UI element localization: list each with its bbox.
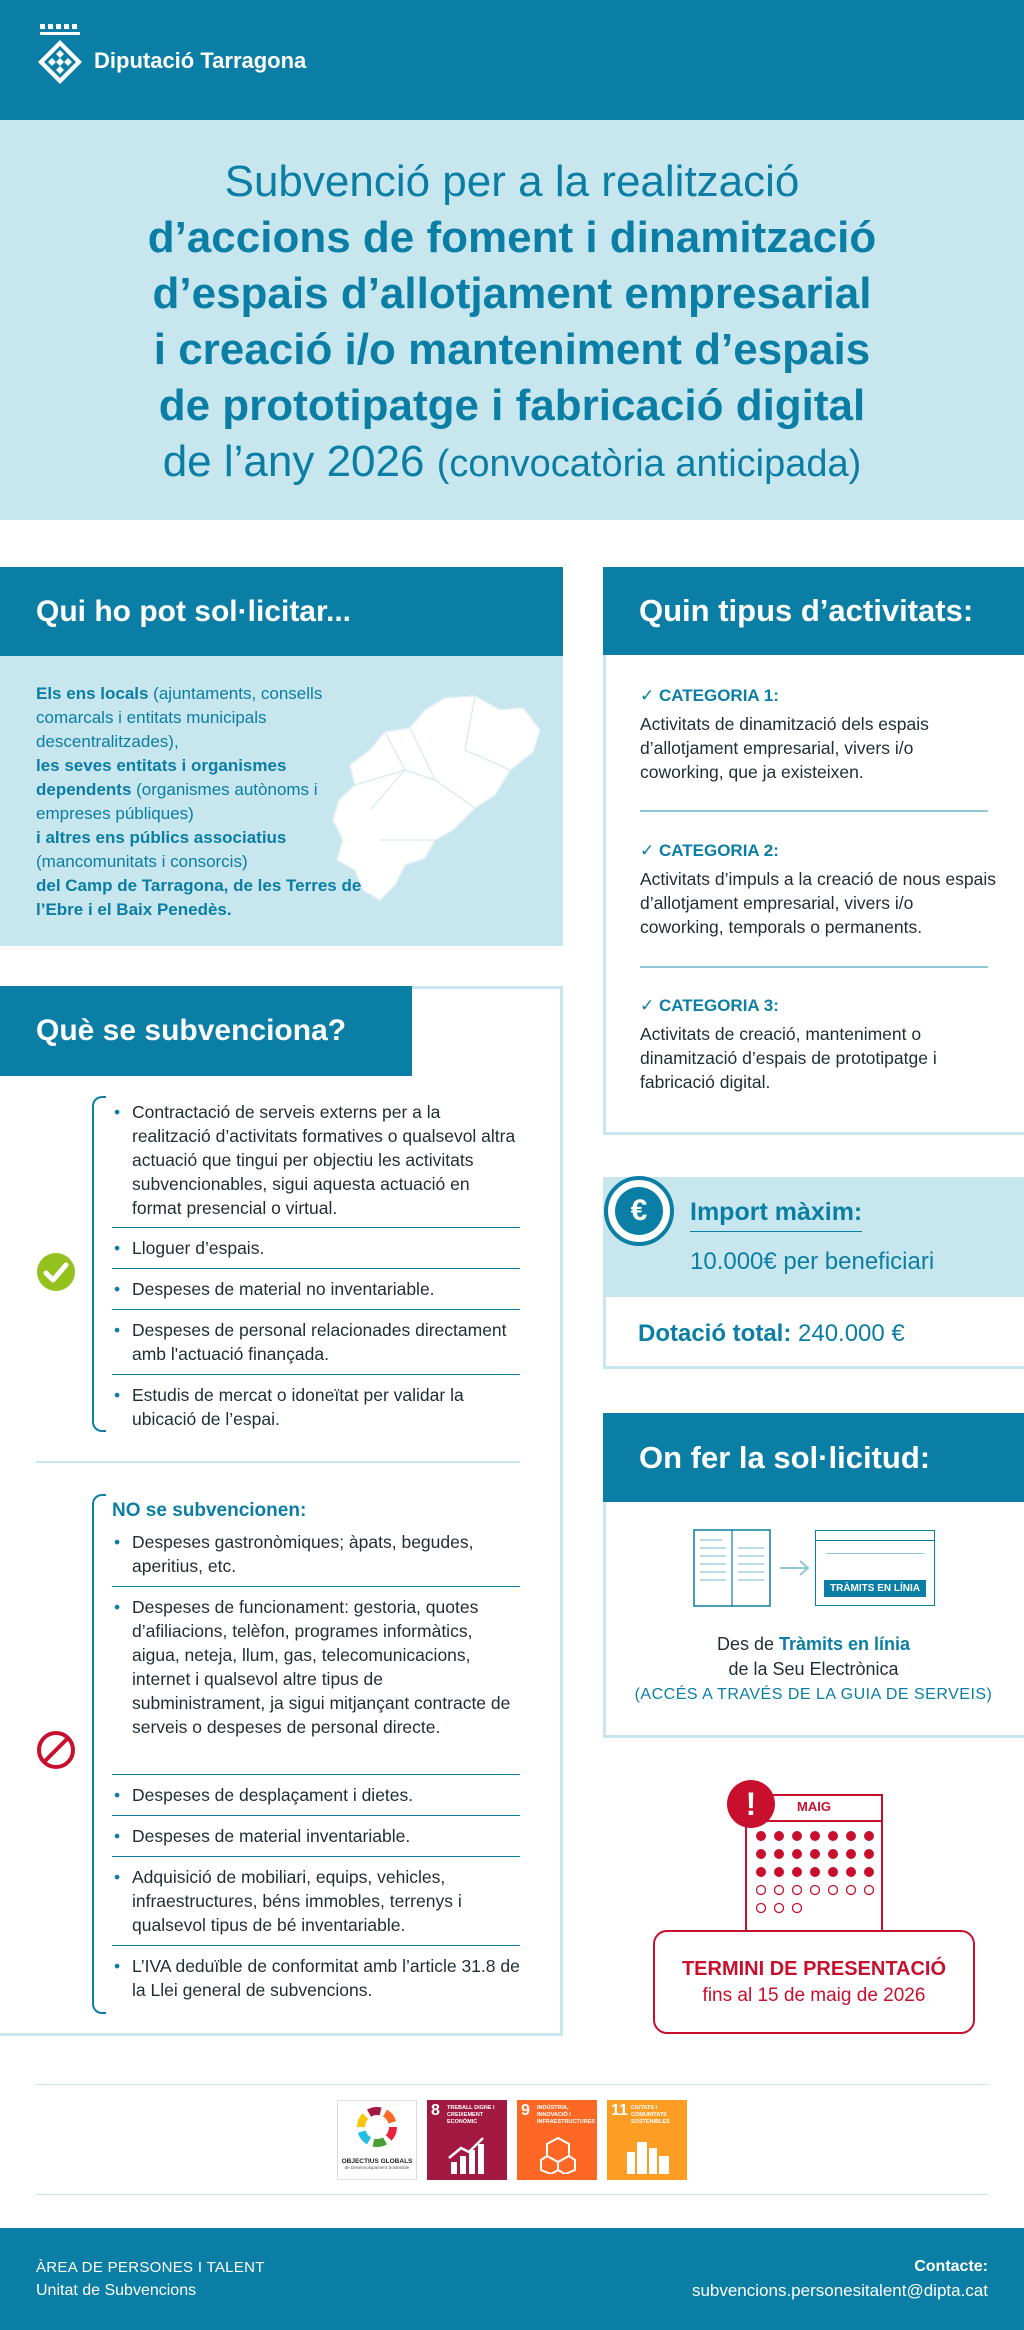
no-divider xyxy=(112,1945,520,1946)
calendar-month: MAIG xyxy=(747,1796,881,1822)
no-item: • Adquisició de mobiliari, equips, vehicles, infraestructures, béns immobles, terrenys i qualsevol tipus de bé inventariable. xyxy=(132,1865,520,1937)
sdg-label: TREBALL DIGNE I CREIXEMENT ECONÒMIC xyxy=(447,2105,495,2125)
no-divider xyxy=(112,1815,520,1816)
sdg-label: INDÚSTRIA, INNOVACIÓ I INFRAESTRUCTURES xyxy=(537,2105,596,2125)
termini-date: fins al 15 de maig de 2026 xyxy=(702,1985,926,2006)
no-divider xyxy=(112,1856,520,1857)
qui-ens-locals: Els ens locals xyxy=(36,684,149,703)
yes-bracket xyxy=(92,1096,106,1432)
no-divider xyxy=(112,1586,520,1587)
qui-entitats: les seves entitats i organismes dependents xyxy=(36,756,287,799)
qui-text xyxy=(36,682,376,922)
sdg-8-badge xyxy=(427,2100,507,2180)
euro-symbol: € xyxy=(615,1187,663,1235)
que-divider xyxy=(112,1227,520,1228)
sdg-wheel-icon xyxy=(338,2101,416,2153)
dotacio-label: Dotació total: xyxy=(638,1320,792,1347)
footer-unit: Unitat de Subvencions xyxy=(36,2282,197,2299)
euro-icon xyxy=(604,1176,674,1246)
que-item: • Lloguer d’espais. xyxy=(132,1236,520,1260)
qui-entitats-desc: (organismes autònoms i empreses públiques) xyxy=(36,780,318,823)
on-line-1 xyxy=(603,1632,1024,1657)
browser-bar xyxy=(816,1531,934,1541)
title-line-4: i creació i/o manteniment d’espais xyxy=(153,325,871,374)
sdg-global-logo xyxy=(337,2100,417,2180)
category-3 xyxy=(640,996,1000,1094)
diamond-grid-logo xyxy=(34,22,86,88)
header-bar xyxy=(0,0,1024,120)
no-item: • L’IVA deduïble de conformitat amb l’article 31.8 de la Llei general de subvencions. xyxy=(132,1954,520,2002)
import-heading: Import màxim: xyxy=(690,1198,862,1232)
footer-contact-label: Contacte: xyxy=(914,2258,988,2275)
sdg-global-title: OBJECTIUS GLOBALS xyxy=(341,2158,413,2165)
category-desc: Activitats d’impuls a la creació de nous espais d’allotjament empresarial, vivers i/o coworking, temporals o permanents. xyxy=(640,869,997,937)
title-line-2: d’accions de foment i dinamització xyxy=(147,213,877,262)
dotacio-value: 240.000 € xyxy=(791,1320,905,1347)
qui-territori: del Camp de Tarragona, de les Terres de l’Ebre i el Baix Penedès. xyxy=(36,876,362,919)
sdg-num: 11 xyxy=(611,2102,628,2119)
category-title: ✓ CATEGORIA 3: xyxy=(640,996,779,1015)
title-anticipada: (convocatòria anticipada) xyxy=(436,443,862,485)
import-unit: € xyxy=(763,1248,777,1275)
sdg-9-badge xyxy=(517,2100,597,2180)
no-item: • Despeses de material inventariable. xyxy=(132,1824,520,1848)
no-item: • Despeses gastronòmiques; àpats, begudes, aperitius, etc. xyxy=(132,1530,520,1578)
title-line-6 xyxy=(0,434,1024,492)
category-1 xyxy=(640,686,1000,784)
no-item: • Despeses de desplaçament i dietes. xyxy=(132,1783,520,1807)
on-line-3[interactable]: (ACCÉS A TRAVÉS DE LA GUIA DE SERVEIS) xyxy=(634,1686,993,1703)
title-year: de l’any 2026 xyxy=(162,437,425,486)
qui-altres: i altres ens públics associatius xyxy=(36,828,287,847)
sdg-global-sub: de Desenvolupament Sostenible xyxy=(344,2165,410,2170)
termini-box xyxy=(653,1930,975,2034)
no-divider xyxy=(112,1774,520,1775)
calendar-days xyxy=(747,1822,881,1932)
footer-bar xyxy=(0,2228,1024,2330)
import-amount-line xyxy=(690,1248,934,1276)
alert-icon: ! xyxy=(727,1780,775,1828)
footer-email[interactable]: subvencions.personesitalent@dipta.cat xyxy=(691,2281,988,2300)
import-amount: 10.000 xyxy=(690,1248,764,1275)
que-item: • Contractació de serveis externs per a la realització d’activitats formatives o qualsevol altra actuació que tingui per objectiu les activitats subvencionables, sigui aquesta actuació en format presencial o virtual. xyxy=(132,1100,520,1220)
brand-name: Diputació Tarragona xyxy=(94,48,307,73)
no-heading: NO se subvencionen: xyxy=(112,1500,307,1521)
sdg-divider-top xyxy=(36,2084,988,2085)
document-icon xyxy=(692,1528,772,1608)
category-divider xyxy=(640,966,988,968)
que-divider xyxy=(112,1374,520,1375)
qui-altres-desc: (mancomunitats i consorcis) xyxy=(36,852,248,871)
title-box xyxy=(0,120,1024,520)
termini-title: TERMINI DE PRESENTACIÓ xyxy=(681,1958,947,1980)
check-circle-icon xyxy=(36,1252,76,1292)
tramits-button[interactable]: TRÀMITS EN LÍNIA xyxy=(824,1580,926,1597)
category-desc: Activitats de dinamització dels espais d’allotjament empresarial, vivers i/o coworking, que ja existeixen. xyxy=(640,714,929,782)
city-icon xyxy=(625,2136,671,2174)
sdg-divider-bottom xyxy=(36,2194,988,2195)
que-item: • Despeses de material no inventariable. xyxy=(132,1277,520,1301)
category-2 xyxy=(640,841,1000,939)
tipus-heading: Quin tipus d’activitats: xyxy=(603,567,1024,655)
browser-window-icon xyxy=(815,1530,935,1606)
on-des-de: Des de xyxy=(716,1634,779,1654)
que-divider xyxy=(112,1309,520,1310)
que-item: • Estudis de mercat o idoneïtat per validar la ubicació de l’espai. xyxy=(132,1383,520,1431)
qui-ens-locals-desc: (ajuntaments, consells comarcals i entitats municipals descentralitzades), xyxy=(36,684,323,751)
sdg-label: CIUTATS I COMUNITATS SOSTENIBLES xyxy=(631,2105,670,2125)
que-heading: Què se subvenciona? xyxy=(0,986,412,1076)
sdg-num: 8 xyxy=(431,2102,440,2119)
que-divider xyxy=(112,1268,520,1269)
browser-line xyxy=(826,1553,924,1554)
no-item: • Despeses de funcionament: gestoria, quotes d’afiliacions, telèfon, programes informàtics, aigua, neteja, llum, gas, telecomunicacions, internet i qualsevol altre tipus de subministrament, ja sigui mitjançant contracte de serveis o despeses de personal directe. xyxy=(132,1595,520,1739)
on-heading: On fer la sol·licitud: xyxy=(603,1413,1024,1502)
title-line-5: de prototipatge i fabricació digital xyxy=(158,381,866,430)
category-desc: Activitats de creació, manteniment o dinamització d’espais de prototipatge i fabricació digital. xyxy=(640,1024,937,1092)
on-line-2: de la Seu Electrònica xyxy=(728,1659,899,1679)
dotacio-line xyxy=(638,1320,905,1348)
category-title: ✓ CATEGORIA 2: xyxy=(640,841,779,860)
growth-chart-icon xyxy=(447,2136,487,2174)
title-line-1: Subvenció per a la realització xyxy=(224,157,800,206)
no-bracket xyxy=(92,1494,106,2014)
import-per: per beneficiari xyxy=(776,1248,935,1275)
que-section-divider xyxy=(36,1461,520,1463)
prohibited-icon xyxy=(36,1730,76,1770)
tramits-link[interactable]: Tràmits en línia xyxy=(779,1634,911,1654)
qui-heading: Qui ho pot sol·licitar... xyxy=(0,567,563,656)
category-title: ✓ CATEGORIA 1: xyxy=(640,686,779,705)
sdg-num: 9 xyxy=(521,2102,530,2119)
footer-area: ÀREA DE PERSONES I TALENT xyxy=(36,2259,265,2276)
category-divider xyxy=(640,810,988,812)
title-line-3: d’espais d’allotjament empresarial xyxy=(152,269,872,318)
cubes-icon xyxy=(539,2136,577,2174)
sdg-11-badge xyxy=(607,2100,687,2180)
que-item: • Despeses de personal relacionades directament amb l'actuació finançada. xyxy=(132,1318,520,1366)
arrow-right-icon xyxy=(778,1558,812,1578)
on-text xyxy=(603,1632,1024,1707)
